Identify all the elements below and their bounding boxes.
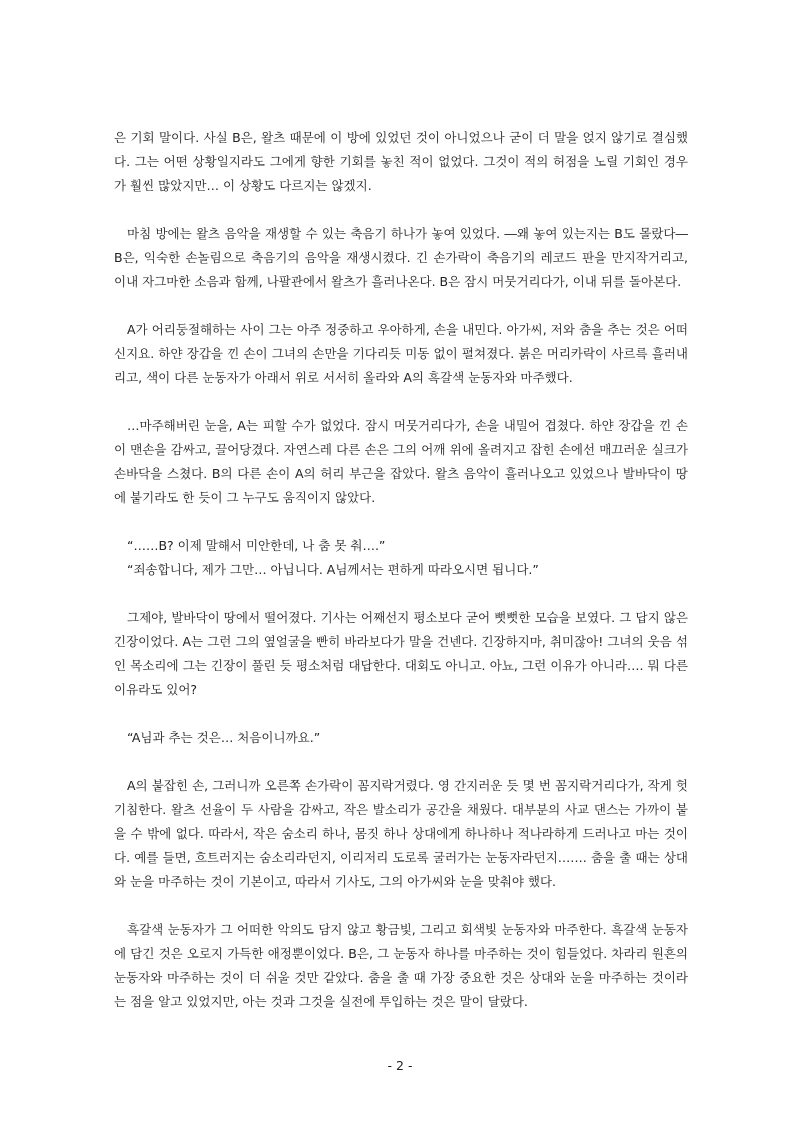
paragraph-6: A의 붙잡힌 손, 그러니까 오른쪽 손가락이 꼼지락거렸다. 영 간지러운 듯 몇 번 꼼지락거리다가, 작게 헛기침한다. 왈츠 선율이 두 사람을 감싸고, 작은 발소리가 공간을 채웠다. 대부분의 사교 댄스는 가까이 붙을 수 밖에 없다. 따라서, 작은 숨소리 하나, 몸짓 하나 상대에게 하나하나 적나라하게 드러나고 마는 것이다. 예를 들면, 흐트러지는 숨소리라던지, 이리저리 도로록 굴러가는 눈동자라던지……. 춤을 출 때는 상대와 눈을 마주하는 것이 기본이고, 따라서 기사도, 그의 아가씨와 눈을 맞춰야 했다. <box>114 778 688 889</box>
dialogue-block-2 <box>114 726 688 750</box>
paragraph-4: …마주해버린 눈을, A는 피할 수가 없었다. 잠시 머뭇거리다가, 손을 내밀어 겹쳤다. 하얀 장갑을 낀 손이 맨손을 감싸고, 끌어당겼다. 자연스레 다른 손은 그의 어깨 위에 올려지고 잡힌 손에선 매끄러운 실크가 손바닥을 스쳤다. B의 다른 손이 A의 허리 부근을 잡았다. 왈츠 음악이 흘러나오고 있었으나 발바닥이 땅에 붙기라도 한 듯이 그 누구도 움직이지 않았다. <box>114 418 688 505</box>
paragraph-2: 마침 방에는 왈츠 음악을 재생할 수 있는 축음기 하나가 놓여 있었다. ―왜 놓여 있는지는 B도 몰랐다― B은, 익숙한 손놀림으로 축음기의 음악을 재생시켰다. 긴 손가락이 축음기의 레코드 판을 만지작거리고, 이내 자그마한 소음과 함께, 나팔관에서 왈츠가 흘러나온다. B은 잠시 머뭇거리다가, 이내 뒤를 돌아본다. <box>114 226 688 289</box>
page-number: - 2 - <box>387 1058 413 1073</box>
dialogue-line-3: “A님과 추는 것은… 처음이니까요.” <box>127 730 321 745</box>
dialogue-line-2: “죄송합니다, 제가 그만… 아닙니다. A님께서는 편하게 따라오시면 됩니다.” <box>127 562 539 577</box>
document-body <box>114 126 688 1038</box>
dialogue-block-1 <box>114 534 688 582</box>
paragraph-5: 그제야, 발바닥이 땅에서 떨어졌다. 기사는 어째선지 평소보다 굳어 뻣뻣한 모습을 보였다. 그 답지 않은 긴장이었다. A는 그런 그의 옆얼굴을 빤히 바라보다가 말을 건넨다. 긴장하지마, 취미잖아! 그녀의 웃음 섞인 목소리에 그는 긴장이 풀린 듯 평소처럼 대답한다. 대회도 아니고. 아뇨, 그런 이유가 아니라…. 뭐 다른 이유라도 있어? <box>114 610 688 697</box>
paragraph-1: 은 기회 말이다. 사실 B은, 왈츠 때문에 이 방에 있었던 것이 아니었으나 굳이 더 말을 얹지 않기로 결심했다. 그는 어떤 상황일지라도 그에게 향한 기회를 놓친 적이 없었다. 그것이 적의 허점을 노릴 기회인 경우가 훨씬 많았지만… 이 상황도 다르지는 않겠지. <box>114 130 688 193</box>
paragraph-3: A가 어리둥절해하는 사이 그는 아주 정중하고 우아하게, 손을 내민다. 아가씨, 저와 춤을 추는 것은 어떠신지요. 하얀 장갑을 낀 손이 그녀의 손만을 기다리듯 미동 없이 펼쳐졌다. 붉은 머리카락이 사르륵 흘러내리고, 색이 다른 눈동자가 아래서 위로 서서히 올라와 A의 흑갈색 눈동자와 마주했다. <box>114 322 688 385</box>
paragraph-7: 흑갈색 눈동자가 그 어떠한 악의도 담지 않고 황금빛, 그리고 회색빛 눈동자와 마주한다. 흑갈색 눈동자에 담긴 것은 오로지 가득한 애정뿐이었다. B은, 그 눈동자 하나를 마주하는 것이 힘들었다. 차라리 원흔의 눈동자와 마주하는 것이 더 쉬울 것만 같았다. 춤을 출 때 가장 중요한 것은 상대와 눈을 마주하는 것이라는 점을 알고 있었지만, 아는 것과 그것을 실전에 투입하는 것은 말이 달랐다. <box>114 922 688 1009</box>
dialogue-line-1: “……B? 이제 말해서 미안한데, 나 춤 못 춰….” <box>127 538 386 553</box>
